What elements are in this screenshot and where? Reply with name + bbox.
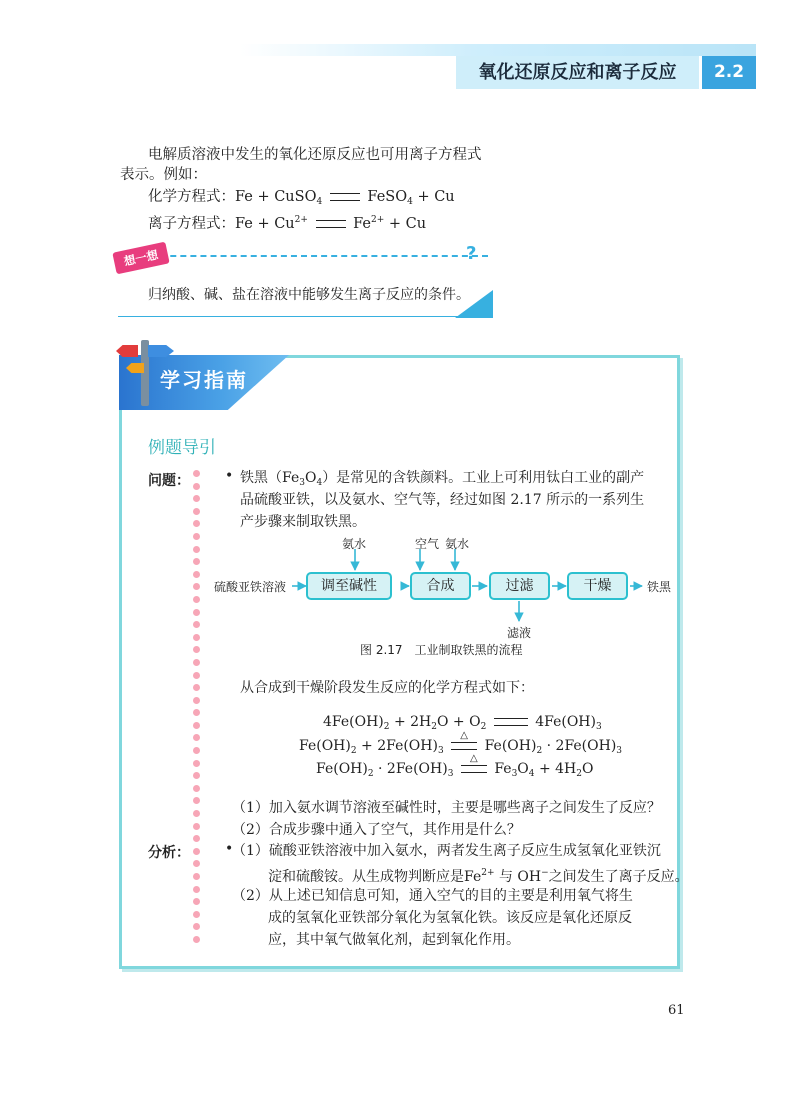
margin-dot [193, 583, 200, 590]
flow-step-adjust-alkaline: 调至碱性 [306, 572, 392, 600]
margin-dot [193, 546, 200, 553]
flow-step-drying: 干燥 [567, 572, 628, 600]
margin-dot [193, 709, 200, 716]
equations-intro: 从合成到干燥阶段发生反应的化学方程式如下： [240, 680, 534, 696]
margin-dot [193, 697, 200, 704]
margin-dot [193, 684, 200, 691]
equation-2: $Fe(OH)_2 + 2Fe(OH)_3$ △ $Fe(OH)_2 \cdot 2Fe(OH)_3$ [299, 730, 623, 756]
margin-dot [193, 923, 200, 930]
figure-caption: 图 2.17 工业制取铁黑的流程 [360, 643, 523, 657]
margin-dot [193, 483, 200, 490]
margin-dot [193, 722, 200, 729]
intro-line-2: 表示。例如： [120, 167, 207, 183]
margin-dot [193, 860, 200, 867]
header-gradient-strip [240, 44, 756, 56]
flow-output: 铁黑 [647, 580, 672, 594]
margin-dot [193, 797, 200, 804]
margin-dot [193, 621, 200, 628]
page-number: 61 [668, 1003, 685, 1018]
margin-dot [193, 873, 200, 880]
question-label: 问题： [148, 473, 190, 489]
margin-dot [193, 785, 200, 792]
equals-sign [316, 220, 346, 228]
analysis-line-2: 淀和硫酸铵。从生成物判断应是$Fe^{2+}$ 与 OH−之间发生了离子反应。 [268, 868, 689, 885]
dotted-margin-column [193, 470, 201, 949]
subquestion-2: （2）合成步骤中通入了空气，其作用是什么？ [232, 822, 521, 838]
analysis-line-5: 应，其中氧气做氧化剂，起到氧化作用。 [268, 932, 520, 948]
flow-add-air: 空气 [415, 537, 440, 551]
margin-dot [193, 835, 200, 842]
margin-dot [193, 634, 200, 641]
margin-dot [193, 772, 200, 779]
margin-dot [193, 911, 200, 918]
margin-dot [193, 936, 200, 943]
equals-sign [330, 193, 360, 201]
think-text: 归纳酸、碱、盐在溶液中能够发生离子反应的条件。 [148, 287, 470, 303]
chem-label: 化学方程式： [148, 189, 235, 205]
analysis-label: 分析： [148, 845, 190, 861]
think-badge: 想一想 [112, 242, 169, 275]
margin-dot [193, 533, 200, 540]
margin-dot [193, 495, 200, 502]
bullet-icon: • [225, 841, 234, 857]
margin-dot [193, 898, 200, 905]
flow-step-synthesis: 合成 [410, 572, 471, 600]
equation-1: $4Fe(OH)_2 + 2H_2O + O_2$ $4Fe(OH)_3$ [323, 714, 602, 732]
heat-symbol: △ [470, 753, 478, 764]
analysis-line-4: 成的氢氧化亚铁部分氧化为氢氧化铁。该反应是氧化还原反 [268, 910, 632, 926]
margin-dot [193, 823, 200, 830]
heat-symbol: △ [460, 730, 468, 741]
flow-add-ammonia-2: 氨水 [445, 537, 470, 551]
margin-dot [193, 760, 200, 767]
margin-dot [193, 886, 200, 893]
margin-dot [193, 747, 200, 754]
margin-dot [193, 848, 200, 855]
flow-filtrate: 滤液 [507, 626, 532, 640]
heat-equals-sign [461, 753, 487, 773]
equation-3: $Fe(OH)_2 \cdot 2Fe(OH)_3$ △ $Fe_3O_4 + 4H_2O$ [316, 753, 594, 779]
margin-dot [193, 609, 200, 616]
question-mark-icon: ? [466, 243, 477, 264]
analysis-line-2a: 淀和硫酸铵。从生成物判断应是 [268, 869, 464, 885]
section-number: 2.2 [713, 62, 745, 82]
analysis-line-3: （2）从上述已知信息可知，通入空气的目的主要是利用氧气将生 [232, 888, 633, 904]
think-dashed-line [120, 255, 488, 257]
analysis-line-1: （1）硫酸亚铁溶液中加入氨水，两者发生离子反应生成氢氧化亚铁沉 [232, 843, 661, 859]
flow-add-ammonia-1: 氨水 [342, 537, 367, 551]
question-text-line-2: 品硫酸亚铁，以及氨水、空气等，经过如图 2.17 所示的一系列生 [240, 492, 645, 508]
question-text-line-1: 铁黑$(Fe_3O_4)$是常见的含铁颜料。工业上可利用钛白工业的副产 [240, 470, 645, 488]
intro-line-1: 电解质溶液中发生的氧化还原反应也可用离子方程式 [148, 147, 482, 163]
margin-dot [193, 810, 200, 817]
question-text-line-3: 产步骤来制取铁黑。 [240, 514, 366, 530]
study-guide-title: 学习指南 [160, 368, 248, 392]
think-corner-triangle [455, 290, 493, 318]
signpost-pole [141, 340, 149, 406]
analysis-line-2c: 之间发生了离子反应。 [548, 869, 689, 885]
margin-dot [193, 508, 200, 515]
bullet-icon: • [225, 468, 234, 484]
margin-dot [193, 672, 200, 679]
chapter-title: 氧化还原反应和离子反应 [478, 62, 677, 83]
heat-equals-sign [451, 730, 477, 750]
margin-dot [193, 558, 200, 565]
ionic-equation-line: 离子方程式：$Fe + Cu^{2+}$ $Fe^{2+} + Cu$ [148, 215, 427, 232]
think-bottom-rule [118, 316, 470, 317]
ion-label: 离子方程式： [148, 216, 235, 232]
margin-dot [193, 470, 200, 477]
subquestion-1: （1）加入氨水调节溶液至碱性时，主要是哪些离子之间发生了反应？ [232, 800, 661, 816]
margin-dot [193, 520, 200, 527]
flow-step-filtration: 过滤 [489, 572, 550, 600]
example-section-title: 例题导引 [148, 438, 216, 458]
margin-dot [193, 659, 200, 666]
margin-dot [193, 596, 200, 603]
equals-sign [494, 718, 528, 726]
flow-input: 硫酸亚铁溶液 [214, 580, 287, 594]
margin-dot [193, 734, 200, 741]
margin-dot [193, 571, 200, 578]
margin-dot [193, 646, 200, 653]
chemical-equation-line: 化学方程式：Fe + CuSO$_4$ FeSO$_4$ + Cu [148, 189, 455, 207]
analysis-line-2b: 与 [498, 869, 513, 885]
